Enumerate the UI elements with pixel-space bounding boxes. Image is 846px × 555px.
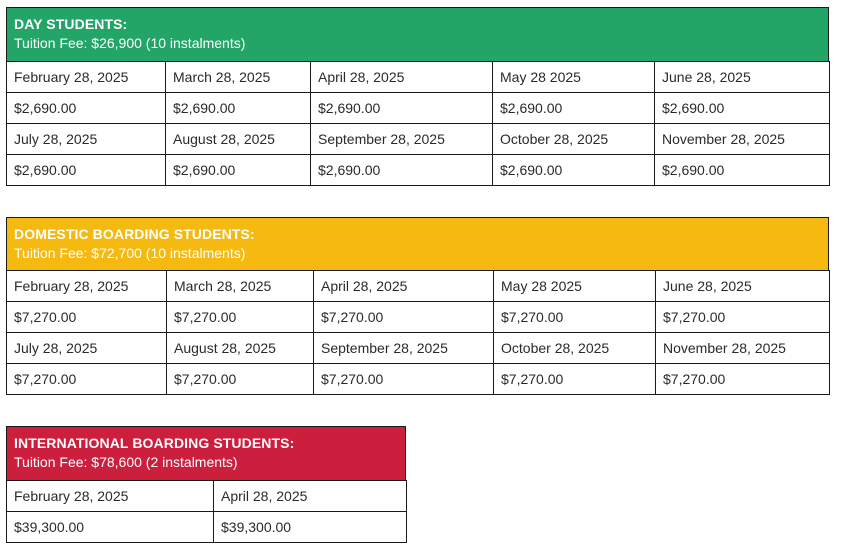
amount-cell: $2,690.00 xyxy=(493,93,655,124)
payment-schedule-table xyxy=(6,270,830,395)
due-date-cell: April 28, 2025 xyxy=(214,481,407,512)
amount-cell: $2,690.00 xyxy=(166,93,311,124)
payment-schedule-table xyxy=(6,61,830,186)
due-date-cell: April 28, 2025 xyxy=(314,271,494,302)
due-date-row xyxy=(7,124,830,155)
section-title: DAY STUDENTS: xyxy=(14,16,128,32)
due-date-cell: July 28, 2025 xyxy=(7,124,166,155)
due-date-cell: August 28, 2025 xyxy=(167,333,314,364)
amount-cell: $2,690.00 xyxy=(655,155,830,186)
amount-cell: $7,270.00 xyxy=(7,364,167,395)
due-date-cell: May 28 2025 xyxy=(493,62,655,93)
section-subtitle: Tuition Fee: $72,700 (10 instalments) xyxy=(14,245,246,261)
due-date-cell: February 28, 2025 xyxy=(7,271,167,302)
due-date-row xyxy=(7,271,830,302)
amount-cell: $7,270.00 xyxy=(7,302,167,333)
due-date-cell: April 28, 2025 xyxy=(311,62,493,93)
amount-cell: $2,690.00 xyxy=(7,93,166,124)
amount-cell: $7,270.00 xyxy=(494,302,656,333)
due-date-row xyxy=(7,333,830,364)
amount-cell: $2,690.00 xyxy=(311,93,493,124)
amount-cell: $7,270.00 xyxy=(167,364,314,395)
due-date-cell: November 28, 2025 xyxy=(655,124,830,155)
international-boarding-section xyxy=(6,426,406,543)
section-header xyxy=(6,217,829,270)
due-date-cell: May 28 2025 xyxy=(494,271,656,302)
amount-row xyxy=(7,302,830,333)
section-header xyxy=(6,426,406,480)
amount-cell: $39,300.00 xyxy=(214,512,407,543)
amount-row xyxy=(7,512,407,543)
due-date-cell: March 28, 2025 xyxy=(167,271,314,302)
amount-cell: $7,270.00 xyxy=(314,302,494,333)
due-date-cell: September 28, 2025 xyxy=(311,124,493,155)
due-date-cell: June 28, 2025 xyxy=(656,271,830,302)
due-date-cell: June 28, 2025 xyxy=(655,62,830,93)
due-date-cell: July 28, 2025 xyxy=(7,333,167,364)
amount-cell: $7,270.00 xyxy=(494,364,656,395)
due-date-cell: February 28, 2025 xyxy=(7,481,214,512)
section-subtitle: Tuition Fee: $26,900 (10 instalments) xyxy=(14,35,246,51)
due-date-cell: October 28, 2025 xyxy=(493,124,655,155)
amount-cell: $2,690.00 xyxy=(7,155,166,186)
amount-cell: $2,690.00 xyxy=(311,155,493,186)
amount-row xyxy=(7,93,830,124)
amount-cell: $7,270.00 xyxy=(314,364,494,395)
due-date-row xyxy=(7,62,830,93)
due-date-row xyxy=(7,481,407,512)
day-students-section xyxy=(6,7,829,186)
section-subtitle: Tuition Fee: $78,600 (2 instalments) xyxy=(14,454,238,470)
amount-cell: $7,270.00 xyxy=(167,302,314,333)
domestic-boarding-section xyxy=(6,217,829,395)
section-title: DOMESTIC BOARDING STUDENTS: xyxy=(14,226,255,242)
amount-row xyxy=(7,364,830,395)
amount-row xyxy=(7,155,830,186)
amount-cell: $39,300.00 xyxy=(7,512,214,543)
due-date-cell: February 28, 2025 xyxy=(7,62,166,93)
due-date-cell: October 28, 2025 xyxy=(494,333,656,364)
amount-cell: $2,690.00 xyxy=(493,155,655,186)
amount-cell: $7,270.00 xyxy=(656,302,830,333)
section-header xyxy=(6,7,829,61)
amount-cell: $2,690.00 xyxy=(655,93,830,124)
due-date-cell: November 28, 2025 xyxy=(656,333,830,364)
section-title: INTERNATIONAL BOARDING STUDENTS: xyxy=(14,435,295,451)
due-date-cell: August 28, 2025 xyxy=(166,124,311,155)
due-date-cell: March 28, 2025 xyxy=(166,62,311,93)
amount-cell: $7,270.00 xyxy=(656,364,830,395)
due-date-cell: September 28, 2025 xyxy=(314,333,494,364)
amount-cell: $2,690.00 xyxy=(166,155,311,186)
payment-schedule-table xyxy=(6,480,407,543)
